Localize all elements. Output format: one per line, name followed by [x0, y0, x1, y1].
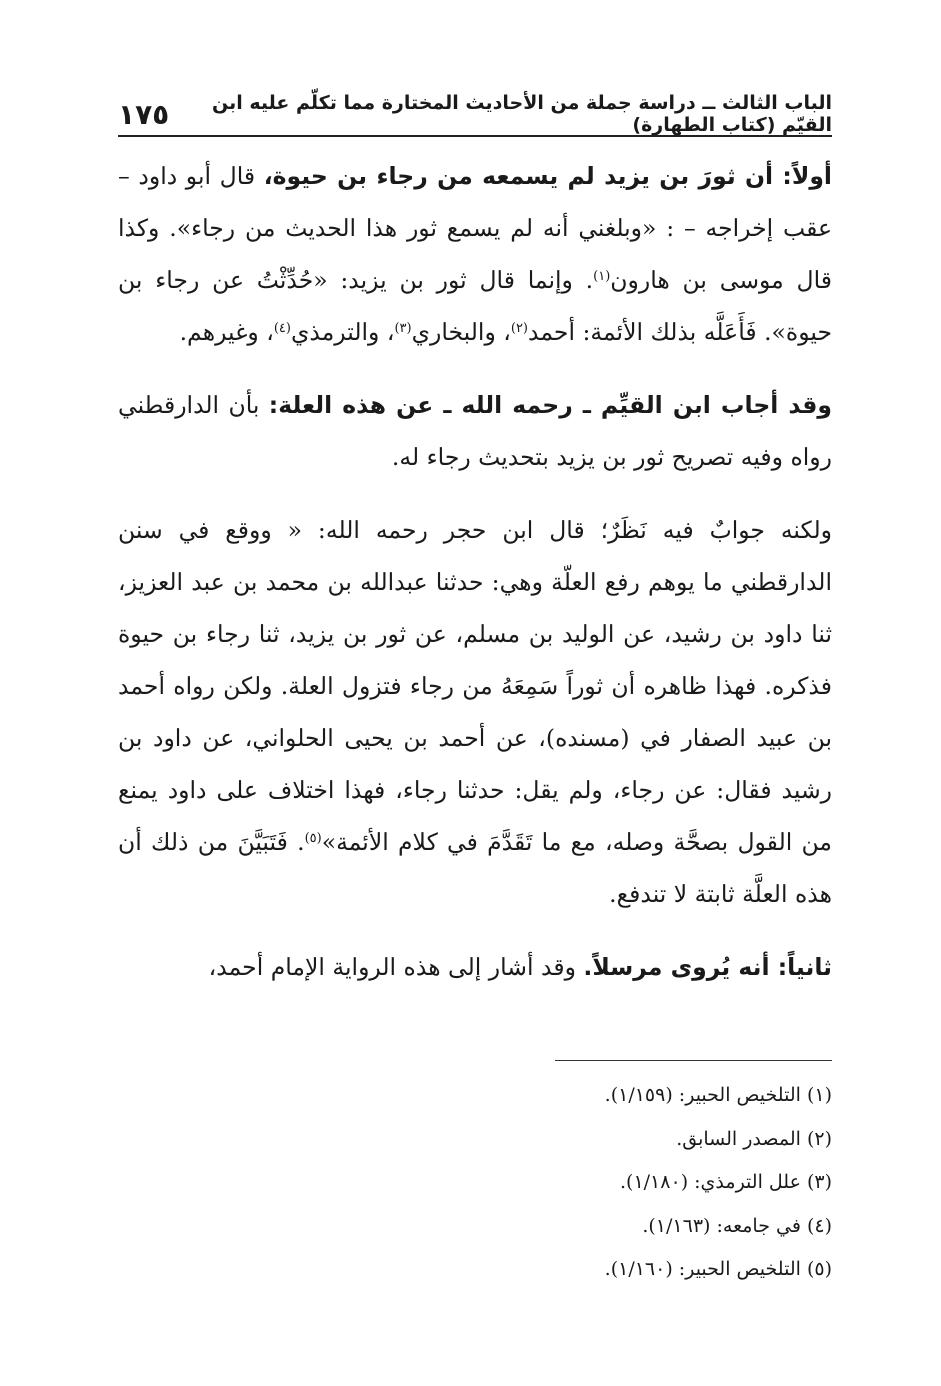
page-number: ١٧٥: [118, 97, 170, 131]
footnote-ref-5[interactable]: (٥): [304, 831, 322, 846]
paragraph-text: ، وغيرهم.: [179, 318, 274, 346]
footnote-separator: [555, 1060, 832, 1061]
footnote-2: (٢) المصدر السابق.: [676, 1127, 832, 1150]
paragraph-ibn-qayyim-answer: [118, 379, 832, 483]
paragraph-text: ، والترمذي: [290, 318, 395, 346]
paragraph-text: بأن الدارقطني رواه وفيه تصريح ثور بن يزيد بتحديث رجاء له.: [118, 391, 832, 471]
paragraph-text: ، والبخاري: [411, 318, 511, 346]
paragraph-text: قال أبو داود – عقب إخراجه – : «وبلغني أنه لم يسمع ثور هذا الحديث من رجاء». وكذا قال موسى بن هارون: [118, 162, 832, 294]
paragraph-text: وقد أشار إلى هذه الرواية الإمام أحمد،: [208, 953, 584, 981]
point-heading-first: أولاً: أن ثورَ بن يزيد لم يسمعه من رجاء بن حيوة،: [263, 162, 832, 190]
footnote-ref-2[interactable]: (٢): [510, 321, 528, 336]
answer-heading: وقد أجاب ابن القيِّم ـ رحمه الله ـ عن هذه العلة:: [268, 391, 832, 419]
paragraph-second-point: [118, 941, 832, 993]
header-rule: [118, 135, 832, 137]
footnote-4: (٤) في جامعه: (١/١٦٣).: [642, 1214, 832, 1237]
running-title: الباب الثالث ــ دراسة جملة من الأحاديث المختارة مما تكلّم عليه ابن القيّم (كتاب الطهارة): [212, 92, 832, 136]
footnote-ref-3[interactable]: (٣): [394, 321, 412, 336]
paragraph-critique: [118, 504, 832, 920]
footnote-5: (٥) التلخيص الحبير: (١/١٦٠).: [604, 1258, 832, 1280]
paragraph-text: . فَتَبَيَّنَ من ذلك أن هذه العلَّة ثابتة لا تندفع.: [118, 828, 832, 908]
paragraph-text: ولكنه جوابٌ فيه نَظَرٌ؛ قال ابن حجر رحمه الله: « ووقع في سنن الدارقطني ما يوهم رفع العلّة وهي: حدثنا عبدالله بن محمد بن عبد العزيز، ثنا داود بن رشيد، عن الوليد بن مسلم، عن ثور بن يزيد، ثنا رجاء بن حيوة فذكره. فهذا ظاهره أن ثوراً سَمِعَهُ من رجاء فتزول العلة. ولكن رواه أحمد بن عبيد الصفار في (مسنده)، عن أحمد بن يحيى الحلواني، عن داود بن رشيد فقال: عن رجاء، ولم يقل: حدثنا رجاء، فهذا اختلاف على داود يمنع من القول بصحَّة وصله، مع ما تَقَدَّمَ في كلام الأئمة»: [118, 516, 832, 856]
point-heading-second: ثانياً: أنه يُروى مرسلاً.: [583, 953, 832, 981]
page-header: [118, 92, 832, 136]
footnote-ref-1[interactable]: (١): [593, 269, 611, 284]
footnotes: [118, 1074, 832, 1292]
footnote-1: (١) التلخيص الحبير: (١/١٥٩).: [604, 1084, 832, 1106]
footnote-3: (٣) علل الترمذي: (١/١٨٠).: [620, 1171, 832, 1193]
paragraph-text: . وإنما قال ثور بن يزيد: «حُدِّثْتُ عن رجاء بن حيوة». فَأَعَلَّه بذلك الأئمة: أحمد: [118, 266, 832, 346]
footnote-ref-4[interactable]: (٤): [273, 321, 291, 336]
main-text: [118, 150, 832, 993]
paragraph-first-point: [118, 150, 832, 358]
